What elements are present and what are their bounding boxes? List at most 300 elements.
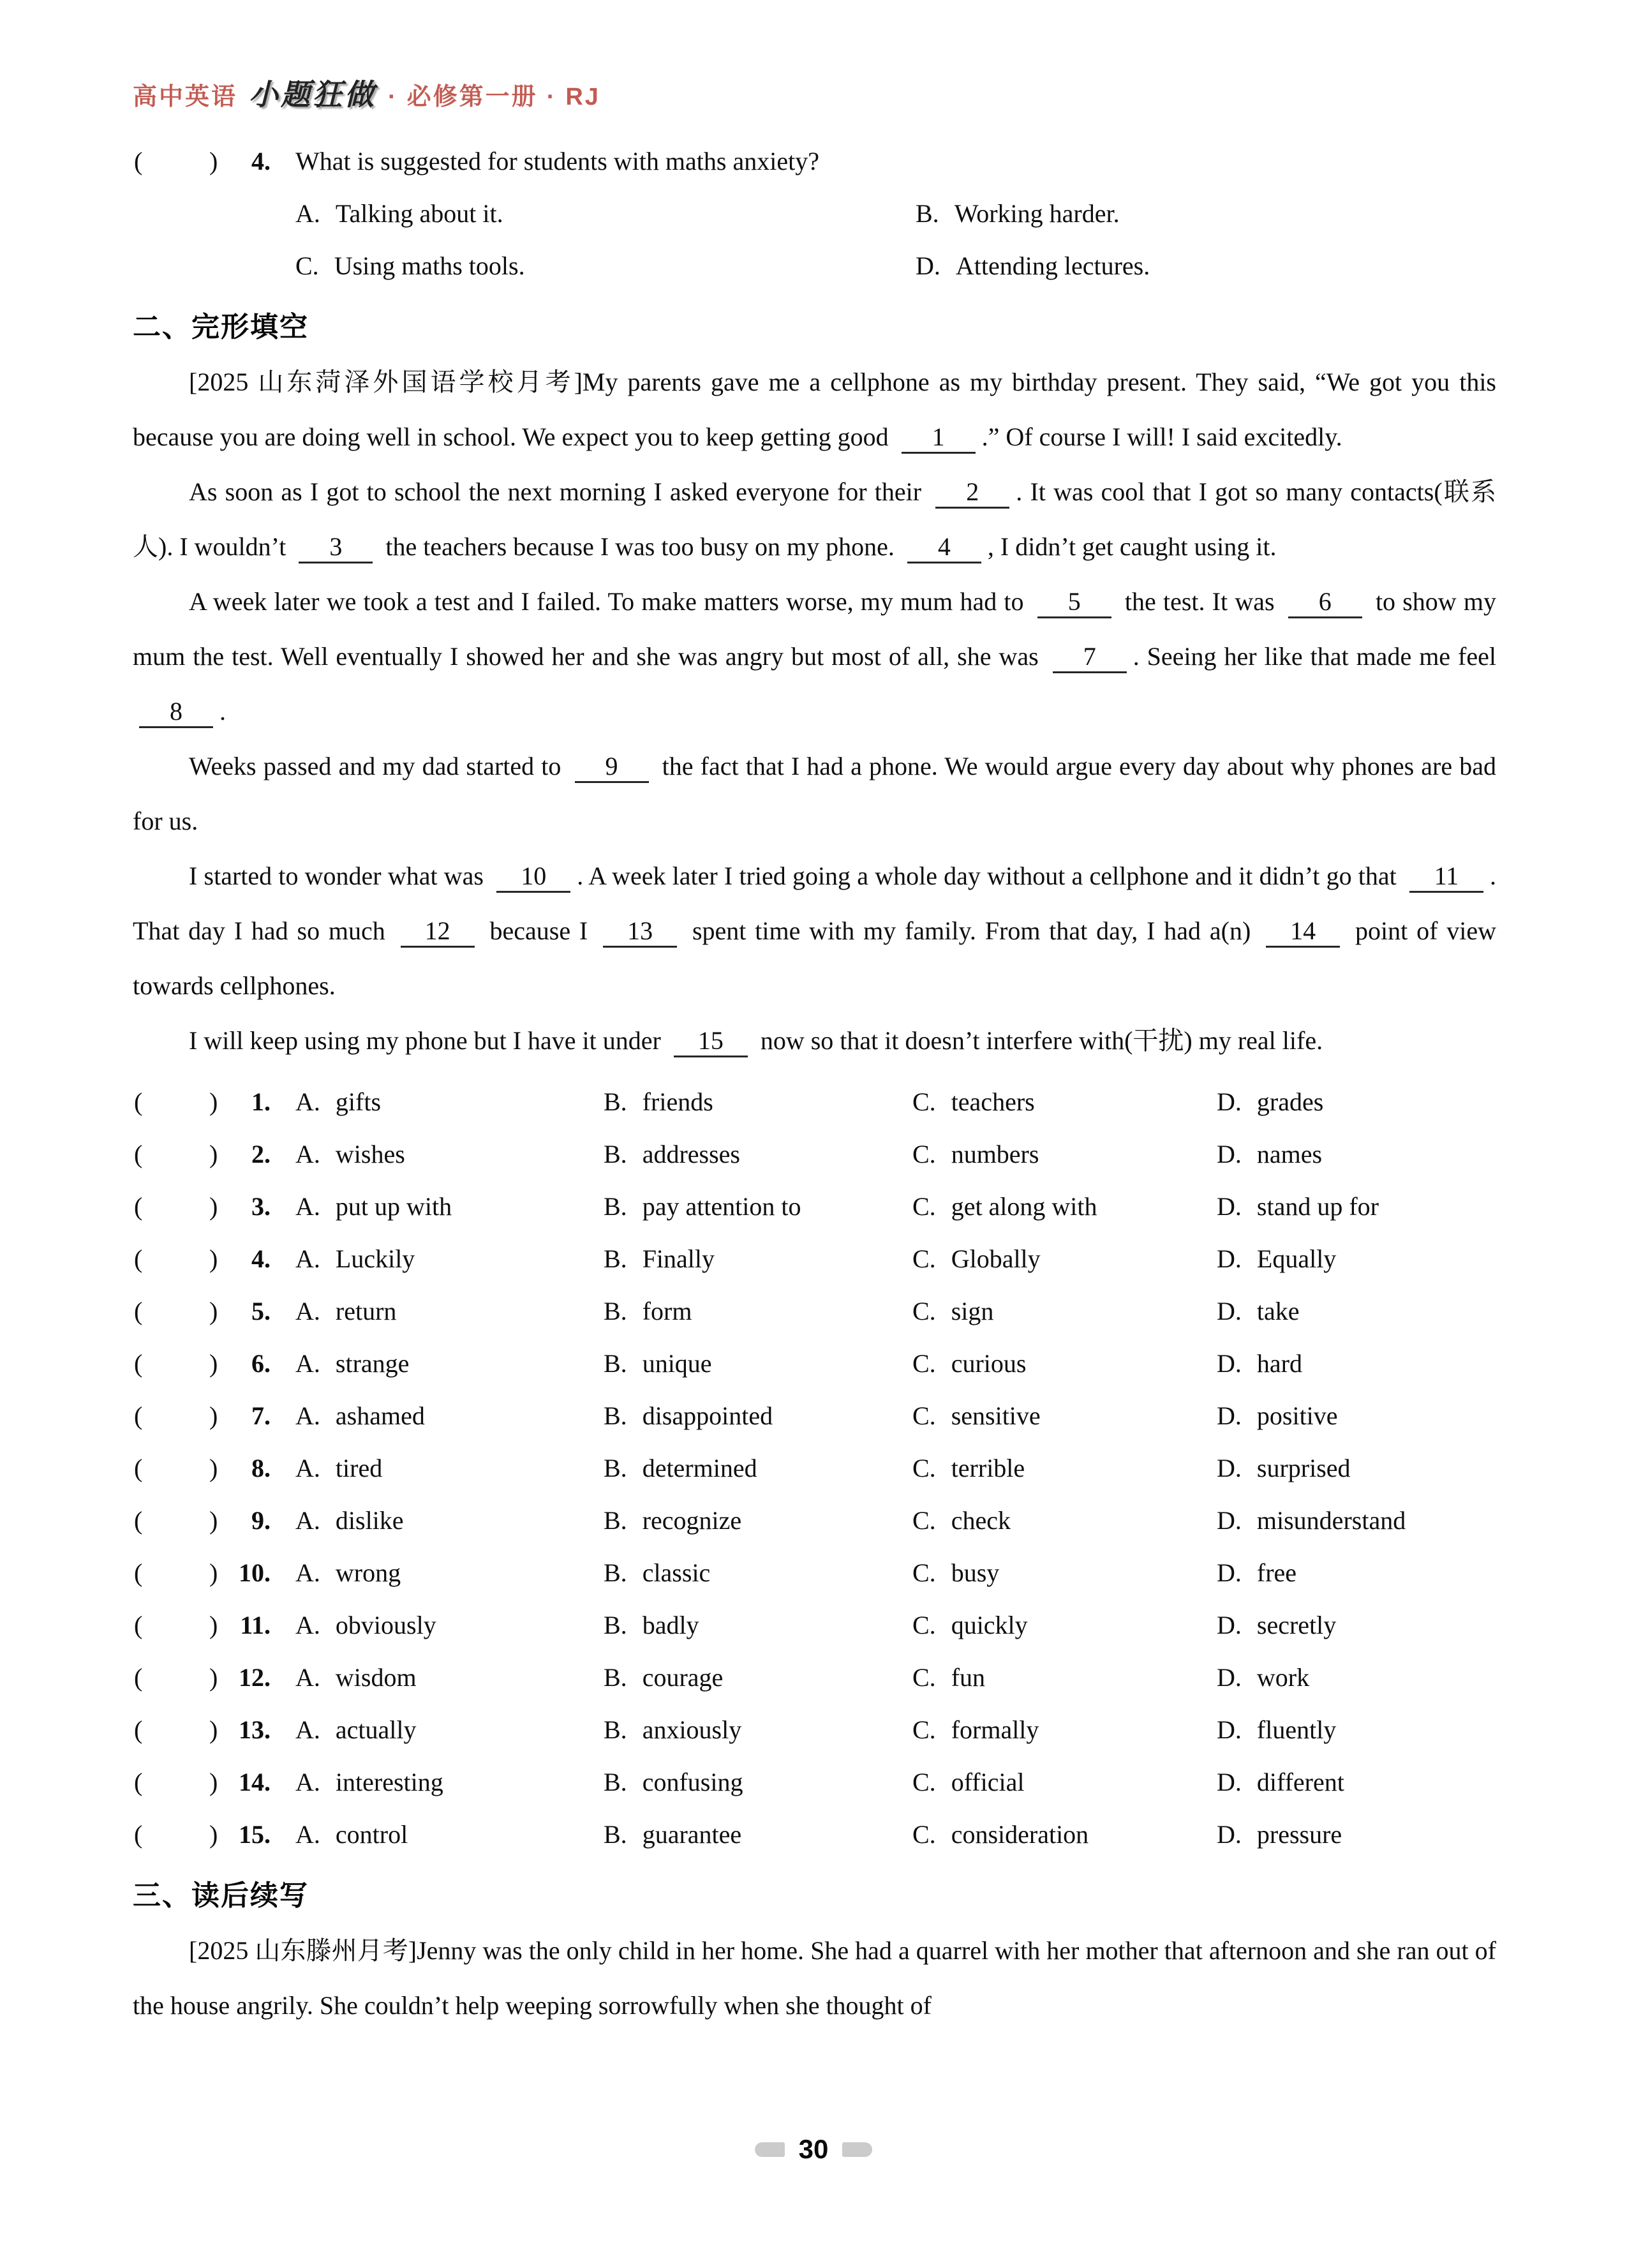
page-header xyxy=(133,71,1496,114)
option-c xyxy=(912,1338,1217,1390)
paren-open: ( xyxy=(134,1715,143,1744)
cloze-paragraph: [2025 山东菏泽外国语学校月考]My parents gave me a cellphone as my birthday present. They said, “We got you this because you are doing well in school. We expect you to keep getting good 1 .” Of course I will! I said excitedly. xyxy=(133,355,1496,465)
option-text: addresses xyxy=(642,1140,740,1168)
option-c xyxy=(912,1652,1217,1704)
option-label: D. xyxy=(1217,1087,1242,1116)
option-label: C. xyxy=(912,1558,936,1587)
option-text: busy xyxy=(951,1558,1000,1587)
page-number: 30 xyxy=(798,2134,829,2164)
paren-close: ) xyxy=(209,1087,218,1116)
option-label: D. xyxy=(1217,1768,1242,1796)
option-d xyxy=(1217,1547,1496,1599)
option-text: Finally xyxy=(642,1244,715,1273)
option-a xyxy=(295,1181,604,1233)
option-d xyxy=(1217,1495,1496,1547)
option-text: terrible xyxy=(951,1454,1025,1482)
option-c xyxy=(912,1285,1217,1338)
option-label: C. xyxy=(912,1715,936,1744)
question-number: 14. xyxy=(239,1768,271,1796)
option-label: D. xyxy=(1217,1244,1242,1273)
option-label: A. xyxy=(295,1401,320,1430)
question-number: 13. xyxy=(239,1715,271,1744)
option-label: A. xyxy=(295,1768,320,1796)
option-label: D. xyxy=(1217,1715,1242,1744)
option-d xyxy=(916,240,1150,292)
question-number: 3. xyxy=(251,1192,271,1221)
answer-bracket xyxy=(133,1285,295,1338)
cloze-option-row xyxy=(133,1285,1496,1338)
option-text: fluently xyxy=(1256,1715,1337,1744)
option-d xyxy=(1217,1128,1496,1181)
option-text: friends xyxy=(642,1087,713,1116)
option-label: B. xyxy=(916,199,939,228)
option-b xyxy=(604,1390,912,1442)
answer-bracket xyxy=(133,1390,295,1442)
option-text: wisdom xyxy=(335,1663,417,1692)
paren-open: ( xyxy=(134,1087,143,1116)
option-text: fun xyxy=(951,1663,986,1692)
option-label: A. xyxy=(295,1820,320,1849)
paren-close: ) xyxy=(209,1506,218,1535)
option-text: grades xyxy=(1256,1087,1324,1116)
cloze-blank: 7 xyxy=(1053,643,1127,673)
answer-bracket xyxy=(133,1652,295,1704)
option-a xyxy=(295,1704,604,1756)
brand-logo: 小题狂做 xyxy=(249,78,377,111)
option-d xyxy=(1217,1652,1496,1704)
option-label: C. xyxy=(912,1297,936,1325)
cloze-option-row xyxy=(133,1442,1496,1495)
cloze-blank: 9 xyxy=(575,753,649,783)
option-d xyxy=(1217,1809,1496,1861)
option-a xyxy=(295,1076,604,1128)
option-b xyxy=(604,1599,912,1652)
option-text: surprised xyxy=(1256,1454,1351,1482)
option-label: B. xyxy=(604,1401,627,1430)
option-label: B. xyxy=(604,1558,627,1587)
option-text: Working harder. xyxy=(954,199,1120,228)
cloze-option-grid xyxy=(133,1076,1496,1861)
option-b xyxy=(604,1652,912,1704)
answer-bracket xyxy=(133,1809,295,1861)
option-label: D. xyxy=(1217,1140,1242,1168)
option-label: D. xyxy=(1217,1192,1242,1221)
option-label: D. xyxy=(1217,1506,1242,1535)
question-number: 12. xyxy=(239,1663,271,1692)
option-label: A. xyxy=(295,1558,320,1587)
paren-open: ( xyxy=(134,1768,143,1796)
paren-close: ) xyxy=(209,1820,218,1849)
option-label: C. xyxy=(912,1192,936,1221)
cloze-option-row xyxy=(133,1652,1496,1704)
cloze-blank: 2 xyxy=(935,479,1009,509)
option-text: badly xyxy=(642,1611,699,1639)
option-text: names xyxy=(1256,1140,1323,1168)
option-b xyxy=(604,1181,912,1233)
question-number: 11. xyxy=(240,1611,271,1639)
paren-open: ( xyxy=(134,1297,143,1325)
option-label: A. xyxy=(295,1244,320,1273)
option-b xyxy=(604,1495,912,1547)
paren-open: ( xyxy=(134,1140,143,1168)
option-label: C. xyxy=(912,1244,936,1273)
paren-close: ) xyxy=(209,1768,218,1796)
option-text: recognize xyxy=(642,1506,742,1535)
question-number: 1. xyxy=(251,1087,271,1116)
option-label: C. xyxy=(912,1401,936,1430)
option-a xyxy=(295,1233,604,1285)
option-b xyxy=(604,1704,912,1756)
question-number: 15. xyxy=(239,1820,271,1849)
question-number: 6. xyxy=(251,1349,271,1378)
header-book-title: 必修第一册 xyxy=(406,84,538,110)
option-c xyxy=(912,1442,1217,1495)
option-label: A. xyxy=(295,1715,320,1744)
option-text: put up with xyxy=(335,1192,452,1221)
continuation-paragraph: [2025 山东滕州月考]Jenny was the only child in her home. She had a quarrel with her mother that afternoon and she ran out of the house angrily. She couldn’t help weeping sorrowfully when she thought of xyxy=(133,1936,1496,2020)
option-label: A. xyxy=(295,1297,320,1325)
option-label: D. xyxy=(1217,1297,1242,1325)
option-d xyxy=(1217,1285,1496,1338)
option-label: C. xyxy=(295,251,319,280)
option-label: C. xyxy=(912,1087,936,1116)
cloze-option-row xyxy=(133,1756,1496,1809)
option-label: C. xyxy=(912,1506,936,1535)
cloze-blank: 4 xyxy=(907,533,981,563)
answer-bracket xyxy=(133,1495,295,1547)
cloze-option-row xyxy=(133,1233,1496,1285)
option-label: D. xyxy=(1217,1454,1242,1482)
section-heading-cloze: 二、完形填空 xyxy=(133,311,309,343)
cloze-blank: 13 xyxy=(603,918,677,948)
option-label: D. xyxy=(1217,1820,1242,1849)
option-c xyxy=(912,1233,1217,1285)
option-text: numbers xyxy=(951,1140,1039,1168)
option-text: return xyxy=(335,1297,397,1325)
option-text: Equally xyxy=(1256,1244,1337,1273)
option-label: B. xyxy=(604,1192,627,1221)
option-text: unique xyxy=(642,1349,712,1378)
question-number: 5. xyxy=(251,1297,271,1325)
option-a xyxy=(295,1547,604,1599)
option-label: A. xyxy=(295,1454,320,1482)
option-label: A. xyxy=(295,199,320,228)
cloze-option-row xyxy=(133,1704,1496,1756)
option-text: anxiously xyxy=(642,1715,742,1744)
paren-close: ) xyxy=(209,1611,218,1639)
paren-open: ( xyxy=(134,1611,143,1639)
paren-open: ( xyxy=(134,1244,143,1273)
option-label: C. xyxy=(912,1349,936,1378)
cloze-blank: 10 xyxy=(496,863,570,893)
option-c xyxy=(912,1181,1217,1233)
option-a xyxy=(295,188,916,240)
option-label: B. xyxy=(604,1454,627,1482)
option-label: C. xyxy=(912,1768,936,1796)
option-b xyxy=(916,188,1120,240)
answer-bracket xyxy=(133,1599,295,1652)
option-text: take xyxy=(1256,1297,1300,1325)
option-text: Attending lectures. xyxy=(955,251,1150,280)
option-text: misunderstand xyxy=(1256,1506,1406,1535)
option-text: classic xyxy=(642,1558,711,1587)
cloze-option-row xyxy=(133,1076,1496,1128)
option-text: hard xyxy=(1256,1349,1302,1378)
question-text: What is suggested for students with maths anxiety? xyxy=(295,147,819,175)
paren-open: ( xyxy=(134,147,143,175)
paren-close: ) xyxy=(209,1454,218,1482)
option-b xyxy=(604,1076,912,1128)
option-label: A. xyxy=(295,1087,320,1116)
question-row xyxy=(133,135,1496,188)
option-b xyxy=(604,1547,912,1599)
cloze-blank: 6 xyxy=(1288,588,1362,618)
cloze-option-row xyxy=(133,1390,1496,1442)
paren-close: ) xyxy=(209,147,218,175)
option-c xyxy=(912,1704,1217,1756)
option-label: B. xyxy=(604,1506,627,1535)
option-label: B. xyxy=(604,1297,627,1325)
option-b xyxy=(604,1128,912,1181)
answer-bracket xyxy=(133,1704,295,1756)
option-text: sensitive xyxy=(951,1401,1041,1430)
paren-close: ) xyxy=(209,1558,218,1587)
option-text: wrong xyxy=(335,1558,401,1587)
option-b xyxy=(604,1442,912,1495)
option-text: stand up for xyxy=(1256,1192,1379,1221)
cloze-blank: 12 xyxy=(401,918,475,948)
option-b xyxy=(604,1338,912,1390)
cloze-blank: 8 xyxy=(139,698,213,728)
option-text: different xyxy=(1256,1768,1344,1796)
option-label: A. xyxy=(295,1663,320,1692)
paren-close: ) xyxy=(209,1401,218,1430)
option-text: Using maths tools. xyxy=(334,251,525,280)
option-b xyxy=(604,1756,912,1809)
question-number: 2. xyxy=(251,1140,271,1168)
page-number-left-pill xyxy=(755,2142,785,2157)
cloze-paragraph: As soon as I got to school the next morning I asked everyone for their 2 . It was cool that I got so many contacts(联系人). I wouldn’t 3 the teachers because I was too busy on my phone. 4 , I didn’t get caught using it. xyxy=(133,465,1496,574)
option-text: courage xyxy=(642,1663,724,1692)
option-label: B. xyxy=(604,1611,627,1639)
option-text: Luckily xyxy=(335,1244,415,1273)
option-text: interesting xyxy=(335,1768,443,1796)
question-number: 8. xyxy=(251,1454,271,1482)
answer-bracket xyxy=(133,1233,295,1285)
cloze-blank: 3 xyxy=(299,533,373,563)
option-text: curious xyxy=(951,1349,1027,1378)
option-a xyxy=(295,1338,604,1390)
option-text: consideration xyxy=(951,1820,1089,1849)
option-text: confusing xyxy=(642,1768,743,1796)
option-text: get along with xyxy=(951,1192,1097,1221)
option-text: control xyxy=(335,1820,408,1849)
option-text: obviously xyxy=(335,1611,436,1639)
option-label: C. xyxy=(912,1820,936,1849)
page-number-right-pill xyxy=(842,2142,872,2157)
option-text: Talking about it. xyxy=(335,199,503,228)
option-label: B. xyxy=(604,1663,627,1692)
option-text: sign xyxy=(951,1297,994,1325)
cloze-blank: 14 xyxy=(1266,918,1340,948)
option-d xyxy=(1217,1181,1496,1233)
option-a xyxy=(295,1390,604,1442)
paren-close: ) xyxy=(209,1663,218,1692)
option-label: B. xyxy=(604,1768,627,1796)
answer-bracket xyxy=(133,1076,295,1128)
answer-bracket xyxy=(133,1181,295,1233)
option-b xyxy=(604,1233,912,1285)
paren-close: ) xyxy=(209,1140,218,1168)
option-d xyxy=(1217,1390,1496,1442)
answer-bracket xyxy=(133,1128,295,1181)
answer-bracket xyxy=(133,1756,295,1809)
option-label: B. xyxy=(604,1820,627,1849)
option-text: formally xyxy=(951,1715,1039,1744)
cloze-option-row xyxy=(133,1809,1496,1861)
paren-close: ) xyxy=(209,1349,218,1378)
option-c xyxy=(912,1809,1217,1861)
paren-close: ) xyxy=(209,1715,218,1744)
option-text: pressure xyxy=(1256,1820,1342,1849)
option-text: dislike xyxy=(335,1506,404,1535)
answer-bracket xyxy=(133,1442,295,1495)
option-d xyxy=(1217,1076,1496,1128)
answer-bracket xyxy=(133,135,295,188)
answer-bracket xyxy=(133,1547,295,1599)
option-a xyxy=(295,1442,604,1495)
option-a xyxy=(295,1495,604,1547)
option-label: A. xyxy=(295,1192,320,1221)
cloze-option-row xyxy=(133,1181,1496,1233)
question-number: 10. xyxy=(239,1558,271,1587)
option-text: pay attention to xyxy=(642,1192,801,1221)
section-heading-continuation: 三、读后续写 xyxy=(133,1880,309,1911)
option-d xyxy=(1217,1338,1496,1390)
option-text: Globally xyxy=(951,1244,1041,1273)
question-number: 7. xyxy=(251,1401,271,1430)
cloze-passage xyxy=(133,355,1496,1068)
option-text: disappointed xyxy=(642,1401,773,1430)
option-d xyxy=(1217,1704,1496,1756)
option-a xyxy=(295,1128,604,1181)
cloze-blank: 11 xyxy=(1409,863,1483,893)
paren-open: ( xyxy=(134,1454,143,1482)
cloze-paragraph: A week later we took a test and I failed. To make matters worse, my mum had to 5 the test. It was 6 to show my mum the test. Well eventually I showed her and she was angry but most of all, she was 7 . Seeing her like that made me feel 8 . xyxy=(133,574,1496,739)
paren-close: ) xyxy=(209,1297,218,1325)
option-text: wishes xyxy=(335,1140,405,1168)
option-b xyxy=(604,1285,912,1338)
option-label: D. xyxy=(1217,1611,1242,1639)
paren-open: ( xyxy=(134,1401,143,1430)
question-number: 4. xyxy=(251,147,271,175)
option-a xyxy=(295,1599,604,1652)
option-row xyxy=(133,188,1496,240)
cloze-blank: 1 xyxy=(902,424,976,454)
option-label: A. xyxy=(295,1506,320,1535)
option-text: official xyxy=(951,1768,1025,1796)
option-label: B. xyxy=(604,1349,627,1378)
option-text: guarantee xyxy=(642,1820,742,1849)
header-separator: · xyxy=(546,84,557,110)
option-c xyxy=(912,1547,1217,1599)
option-text: strange xyxy=(335,1349,410,1378)
paren-open: ( xyxy=(134,1820,143,1849)
paren-close: ) xyxy=(209,1192,218,1221)
paren-open: ( xyxy=(134,1349,143,1378)
option-b xyxy=(604,1809,912,1861)
option-d xyxy=(1217,1756,1496,1809)
option-text: positive xyxy=(1256,1401,1338,1430)
option-label: D. xyxy=(1217,1401,1242,1430)
cloze-option-row xyxy=(133,1599,1496,1652)
option-label: C. xyxy=(912,1663,936,1692)
cloze-paragraph: Weeks passed and my dad started to 9 the fact that I had a phone. We would argue every day about why phones are bad for us. xyxy=(133,752,1497,835)
option-d xyxy=(1217,1233,1496,1285)
option-a xyxy=(295,1285,604,1338)
option-text: work xyxy=(1256,1663,1310,1692)
answer-bracket xyxy=(133,1338,295,1390)
option-text: form xyxy=(642,1297,692,1325)
option-text: quickly xyxy=(951,1611,1028,1639)
cloze-option-row xyxy=(133,1128,1496,1181)
option-label: A. xyxy=(295,1611,320,1639)
option-text: determined xyxy=(642,1454,757,1482)
option-text: teachers xyxy=(951,1087,1035,1116)
option-label: C. xyxy=(912,1454,936,1482)
page-footer xyxy=(0,2134,1627,2165)
question-number: 4. xyxy=(251,1244,271,1273)
option-c xyxy=(295,240,916,292)
option-text: ashamed xyxy=(335,1401,425,1430)
header-course-title: 高中英语 xyxy=(133,84,238,110)
option-label: C. xyxy=(912,1611,936,1639)
option-label: B. xyxy=(604,1087,627,1116)
option-label: B. xyxy=(604,1244,627,1273)
option-row xyxy=(133,240,1496,292)
paren-close: ) xyxy=(209,1244,218,1273)
option-label: D. xyxy=(1217,1663,1242,1692)
option-c xyxy=(912,1756,1217,1809)
option-text: tired xyxy=(335,1454,383,1482)
option-text: free xyxy=(1256,1558,1297,1587)
cloze-blank: 5 xyxy=(1037,588,1111,618)
option-c xyxy=(912,1128,1217,1181)
cloze-blank: 15 xyxy=(674,1027,748,1057)
header-edition: RJ xyxy=(565,84,600,110)
option-c xyxy=(912,1495,1217,1547)
option-c xyxy=(912,1076,1217,1128)
option-d xyxy=(1217,1599,1496,1652)
option-label: C. xyxy=(912,1140,936,1168)
paren-open: ( xyxy=(134,1192,143,1221)
cloze-option-row xyxy=(133,1338,1496,1390)
option-label: B. xyxy=(604,1715,627,1744)
question-number: 9. xyxy=(251,1506,271,1535)
option-label: D. xyxy=(1217,1558,1242,1587)
cloze-option-row xyxy=(133,1495,1496,1547)
option-a xyxy=(295,1809,604,1861)
paren-open: ( xyxy=(134,1558,143,1587)
option-c xyxy=(912,1390,1217,1442)
option-label: D. xyxy=(1217,1349,1242,1378)
option-label: B. xyxy=(604,1140,627,1168)
reading-question-4 xyxy=(133,135,1496,292)
option-label: A. xyxy=(295,1140,320,1168)
option-d xyxy=(1217,1442,1496,1495)
option-label: A. xyxy=(295,1349,320,1378)
cloze-option-row xyxy=(133,1547,1496,1599)
